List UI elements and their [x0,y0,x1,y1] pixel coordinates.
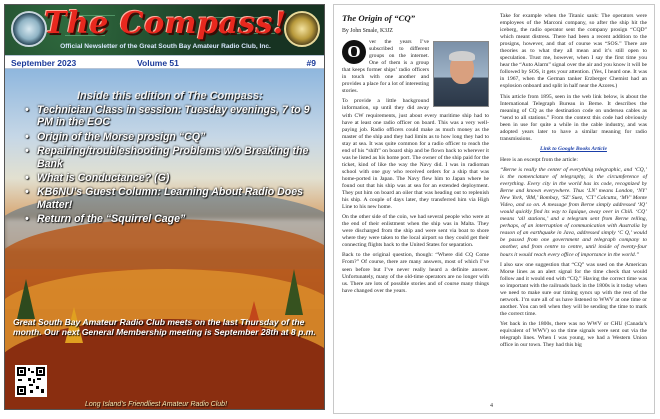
meeting-note: Great South Bay Amateur Radio Club meets on the last Thursday of the month. Our next General Membership meeting is September 28th at 8 p.m. [13,317,316,338]
newsletter-cover [4,4,325,410]
author-photo [433,41,489,107]
article-paragraph: Yet back in the 1800s, there was no WWV or CHU (Canada’s equivalent of WWV) so the time signals were sent out via the telegraph lines. When I was young, we had a Western Union office in our town. They had this big [500,320,647,349]
article-paragraph: This article from 1895, seen in the web link below, is about the International Telegraph Bureau in Berne. It describes the meaning of CQ as the destination code on undersea cables as “send to all stations.” From the context this code had obviously been in use for quite a while in the cable industry, and was adopted years later to have a similar meaning for radio transmissions. [500,93,647,142]
dropcap: O [342,40,366,64]
toc-item: • Return of the “Squirrel Cage” [25,213,325,225]
newsletter-title: The Compass! [44,6,287,41]
issue-number: #9 [306,58,316,68]
article-title: The Origin of “CQ” [342,13,416,23]
table-of-contents [25,104,325,228]
toc-item: • What is Conductance? (G) [25,172,325,184]
article-paragraph: Here is an excerpt from the article: [500,156,578,163]
issue-volume: Volume 51 [137,58,179,68]
article-paragraph: Take for example when the Titanic sank: The operators were employees of the Marconi company, so after the ship hit the iceberg, the radio operator sent the company prosign “CQD” which meant distress. There had been a recent addition to the prosigns, however, and that of course was “SOS.” There are theories as to what they all mean and it’s still open to speculation. Trust me, however, when I say the first time you hear the “Auto Alarm” signal over the air and you know it will be followed by SOS, it gets your attention. (Yes, I heard one. It was in 1967, when the German tanker Erzberger Chemist had an explosion onboard and split in half near the Azores.) [500,13,647,90]
article-column-right [500,13,647,352]
google-books-link[interactable]: Link to Google Books Article [540,145,607,152]
qr-code-icon [15,365,47,397]
masthead-banner [5,5,325,55]
article-byline: By John Smale, K3JZ [342,28,393,34]
article-paragraph: To provide a little background information, up until they did away with CW requirements, just about every maritime ship had to have at least one radio officer on board. This was a very well-paying job. Radio officers could make as much money as the master of the ship and they had limits as to how long they had to stay at sea. It was quite common for a radio officer to reach the end of his “shift” on board ship and be flown back to wherever it was he listed as his home port. The owner of the ship paid for the ticket, kind of like the way the Navy did. I was in radioman school with one guy who received orders for a ship that was home-ported in Japan. The Navy flew him to Japan where he found out that his ship was at sea for an extended deployment. They put him on board an oiler that was heading out to replenish his ship. A couple of days later, they transferred him via High Line to his new home. [342,98,489,211]
toc-item: • Origin of the Morse prosign “CQ” [25,131,325,143]
article-paragraph: O ver the years I’ve subscribed to different groups on the internet. One of them is a group that keeps former ships’ radio officers in touch with one another and provides a place for a lot of interesting stories. [342,39,429,95]
article-paragraph: I also saw one suggestion that “CQ” was used on the American Morse lines as an alert signal for the time check that would follow and it would end with “CQ.” Having the correct time was so important with the railroads back in the 1800s is it today when we need to make sure our timing syncs up with the rest of the network. I’m sure all of us have listened to WWV at one time or another. You can tell when they will be sending the time to mark the correct time. [500,261,647,317]
inside-heading: Inside this edition of The Compass: [77,90,263,102]
issue-date: September 2023 [11,58,77,68]
article-paragraph: Back to the original question, though: “Where did CQ Come From?” Of course, there are many answers, most of which I’ve seen before but I’ve never really heard a definite answer. Unfortunately, many of the old-time operators are no longer with us. There are lots of possible stories and of course many things have changed over the years. [342,252,489,294]
article-quote: “Berne is really the center of everything telegraphic, and ‘CQ,’ is the nomenclature of telegraphy, is the circumference of everything. Every city in the world has its code, recognized by Berne and known everywhere. Thus ‘LN’ means London, ‘NY’ New York, ‘BM,’ Bombay, ‘SZ’ Suez, ‘CT’ Calcutta, ‘MV’ Monte Video, and so on. A message from Berne simply addressed ‘IQ’ would quickly find its way to Iquique, away over in Chili. ‘CQ’ means ‘all stations,’ and a telegram sent from Berne telling, perhaps, of an interruption of communication with Australia by reason of an earthquake in Java, addressed simply ‘C Q,’ would be passed from one government and telegraph company to another, and from centre to centre, until inside of twenty-four hours it would reach every office of importance in the world.” [500,166,647,258]
page-number: 4 [490,403,493,409]
toc-item: • Technician Class in session: Tuesday evenings, 7 to 9 PM in the EOC [25,104,325,129]
article-column-left [342,13,489,298]
toc-item: • Repairing/troubleshooting Problems w/o Breaking the Bank [25,145,325,170]
toc-item: • KB6NU’s Guest Column: Learning About Radio Does Matter! [25,186,325,211]
article-page [333,4,655,414]
club-tagline: Long Island’s Friendliest Amateur Radio Club! [85,401,228,408]
article-paragraph: On the other side of the coin, we had several people who were at the end of their enlistment when the ship was in Malta. They were discharged from the ship and were sent via boat to shore where they were taken to the local airport so they could get their connecting flights back to the United States for separation. [342,214,489,249]
newsletter-subtitle: Official Newsletter of the Great South Bay Amateur Radio Club, Inc. [60,43,271,50]
issue-bar [5,55,325,69]
